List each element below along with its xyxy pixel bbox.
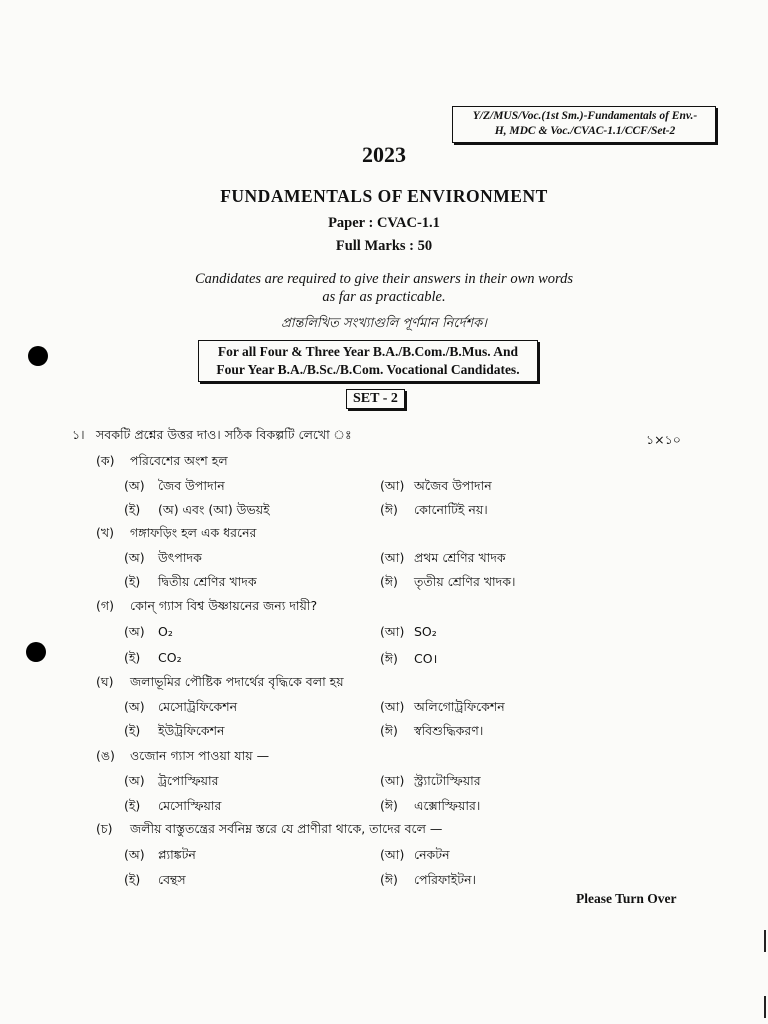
option-label: (আ) bbox=[380, 699, 405, 714]
question-item bbox=[96, 821, 442, 841]
option-text: স্ট্র্যাটোস্ফিয়ার bbox=[414, 773, 481, 788]
option-label: (ঈ) bbox=[380, 872, 398, 887]
option bbox=[380, 574, 515, 594]
option bbox=[124, 550, 202, 570]
punch-hole bbox=[26, 642, 46, 662]
option bbox=[380, 550, 506, 570]
option-text: স্ববিশুদ্ধিকরণ। bbox=[414, 723, 484, 738]
option bbox=[124, 502, 270, 522]
option bbox=[124, 847, 196, 867]
audience-box bbox=[198, 340, 538, 382]
option bbox=[380, 624, 437, 644]
option bbox=[380, 699, 505, 719]
question-item bbox=[96, 748, 269, 768]
option bbox=[380, 650, 437, 671]
item-label: (চ) bbox=[96, 821, 113, 836]
option bbox=[380, 478, 492, 498]
option-text: ইউট্রফিকেশন bbox=[158, 723, 225, 738]
option bbox=[380, 798, 480, 818]
option bbox=[380, 723, 483, 743]
audience-line-2: Four Year B.A./B.Sc./B.Com. Vocational Candidates. bbox=[216, 362, 520, 377]
option-label: (ই) bbox=[124, 502, 141, 517]
option-label: (ঈ) bbox=[380, 723, 398, 738]
option bbox=[124, 574, 257, 594]
option-text: ট্রপোস্ফিয়ার bbox=[158, 773, 219, 788]
item-label: (গ) bbox=[96, 598, 114, 613]
paper-code-box bbox=[452, 106, 716, 143]
option bbox=[124, 798, 221, 818]
option bbox=[380, 847, 450, 867]
paper-code-line-2: H, MDC & Voc./CVAC-1.1/CCF/Set-2 bbox=[494, 125, 676, 137]
question-number: ১। bbox=[72, 427, 85, 442]
option-text: মেসোট্রফিকেশন bbox=[158, 699, 238, 714]
question-item bbox=[96, 453, 228, 473]
option-label: (অ) bbox=[124, 847, 145, 862]
question-item bbox=[96, 598, 317, 618]
scan-edge-mark bbox=[764, 930, 766, 952]
option bbox=[124, 624, 173, 644]
option-text: কোনোটিই নয়। bbox=[414, 502, 488, 517]
item-text: গঙ্গাফড়িং হল এক ধরনের bbox=[130, 525, 257, 540]
set-label: SET - 2 bbox=[346, 389, 405, 409]
option-label: (ই) bbox=[124, 798, 141, 813]
option-text: প্রথম শ্রেণির খাদক bbox=[414, 550, 506, 565]
option-text: CO₂ bbox=[158, 650, 182, 665]
option-label: (আ) bbox=[380, 550, 405, 565]
option-label: (ঈ) bbox=[380, 574, 398, 589]
option-text: SO₂ bbox=[414, 624, 437, 639]
audience-line-1: For all Four & Three Year B.A./B.Com./B.Mus. And bbox=[217, 344, 519, 359]
option-label: (ঈ) bbox=[380, 651, 398, 666]
item-text: জলীয় বাস্তুতন্ত্রের সর্বনিম্ন স্তরে যে প্রাণীরা থাকে, তাদের বলে — bbox=[130, 821, 443, 836]
option-text: জৈব উপাদান bbox=[158, 478, 225, 493]
option bbox=[124, 723, 224, 743]
option-label: (আ) bbox=[380, 847, 405, 862]
exam-year: 2023 bbox=[362, 142, 406, 167]
option-label: (ঈ) bbox=[380, 798, 398, 813]
option-text: দ্বিতীয় শ্রেণির খাদক bbox=[158, 574, 257, 589]
candidate-instruction bbox=[0, 270, 768, 306]
option-label: (অ) bbox=[124, 699, 145, 714]
please-turn-over: Please Turn Over bbox=[576, 891, 677, 906]
option-label: (ই) bbox=[124, 650, 141, 665]
option bbox=[380, 872, 476, 892]
option-label: (ই) bbox=[124, 872, 141, 887]
option bbox=[124, 699, 237, 719]
option-text: অলিগোট্রফিকেশন bbox=[414, 699, 505, 714]
option-label: (আ) bbox=[380, 773, 405, 788]
option-text: অজৈব উপাদান bbox=[414, 478, 492, 493]
option-text: বেন্থস bbox=[158, 872, 186, 887]
item-text: কোন্ গ্যাস বিশ্ব উষ্ণায়নের জন্য দায়ী? bbox=[130, 598, 318, 613]
option-text: O₂ bbox=[158, 624, 173, 639]
option bbox=[380, 773, 481, 793]
option-label: (আ) bbox=[380, 624, 405, 639]
option-text: মেসোস্ফিয়ার bbox=[158, 798, 222, 813]
question-marks: ১×১০ bbox=[646, 432, 681, 447]
punch-hole bbox=[28, 346, 48, 366]
item-label: (খ) bbox=[96, 525, 114, 540]
question-item bbox=[96, 525, 256, 545]
option bbox=[124, 478, 225, 498]
candidate-instruction-line-1: Candidates are required to give their answers in their own words bbox=[194, 271, 574, 287]
item-text: জলাভূমির পৌষ্টিক পদার্থের বৃদ্ধিকে বলা হয় bbox=[130, 674, 344, 689]
item-label: (ঙ) bbox=[96, 748, 115, 763]
candidate-instruction-line-2: as far as practicable. bbox=[322, 289, 446, 305]
option-label: (অ) bbox=[124, 550, 145, 565]
question-instruction: সবকটি প্রশ্নের উত্তর দাও। সঠিক বিকল্পটি লেখো ঃ bbox=[96, 427, 352, 442]
paper-code: Paper : CVAC-1.1 bbox=[328, 215, 440, 231]
option-text: CO। bbox=[414, 651, 438, 666]
full-marks: Full Marks : 50 bbox=[335, 238, 433, 254]
paper-title: FUNDAMENTALS OF ENVIRONMENT bbox=[220, 186, 548, 206]
option-label: (অ) bbox=[124, 478, 145, 493]
option-label: (ই) bbox=[124, 723, 141, 738]
option-label: (ই) bbox=[124, 574, 141, 589]
item-text: ওজোন গ্যাস পাওয়া যায় — bbox=[130, 748, 270, 763]
scan-edge-mark bbox=[764, 996, 766, 1018]
option-text: তৃতীয় শ্রেণির খাদক। bbox=[414, 574, 516, 589]
option-text: (অ) এবং (আ) উভয়ই bbox=[158, 502, 270, 517]
item-label: (ক) bbox=[96, 453, 115, 468]
option bbox=[124, 773, 219, 793]
option-label: (অ) bbox=[124, 624, 145, 639]
option-text: নেকটন bbox=[414, 847, 450, 862]
option-text: পেরিফাইটন। bbox=[414, 872, 477, 887]
item-text: পরিবেশের অংশ হল bbox=[130, 453, 228, 468]
option bbox=[380, 502, 488, 522]
option-label: (ঈ) bbox=[380, 502, 398, 517]
option-text: এক্সোস্ফিয়ার। bbox=[414, 798, 481, 813]
option-text: প্ল্যাঙ্কটন bbox=[158, 847, 196, 862]
margin-marks-note: প্রান্তলিখিত সংখ্যাগুলি পূর্ণমান নির্দেশক। bbox=[281, 316, 487, 331]
option bbox=[124, 872, 186, 892]
item-label: (ঘ) bbox=[96, 674, 114, 689]
question-item bbox=[96, 674, 344, 694]
option-text: উৎপাদক bbox=[158, 550, 202, 565]
option-label: (অ) bbox=[124, 773, 145, 788]
option-label: (আ) bbox=[380, 478, 405, 493]
option bbox=[124, 650, 182, 670]
paper-code-line-1: Y/Z/MUS/Voc.(1st Sm.)-Fundamentals of Env.- bbox=[472, 110, 698, 122]
